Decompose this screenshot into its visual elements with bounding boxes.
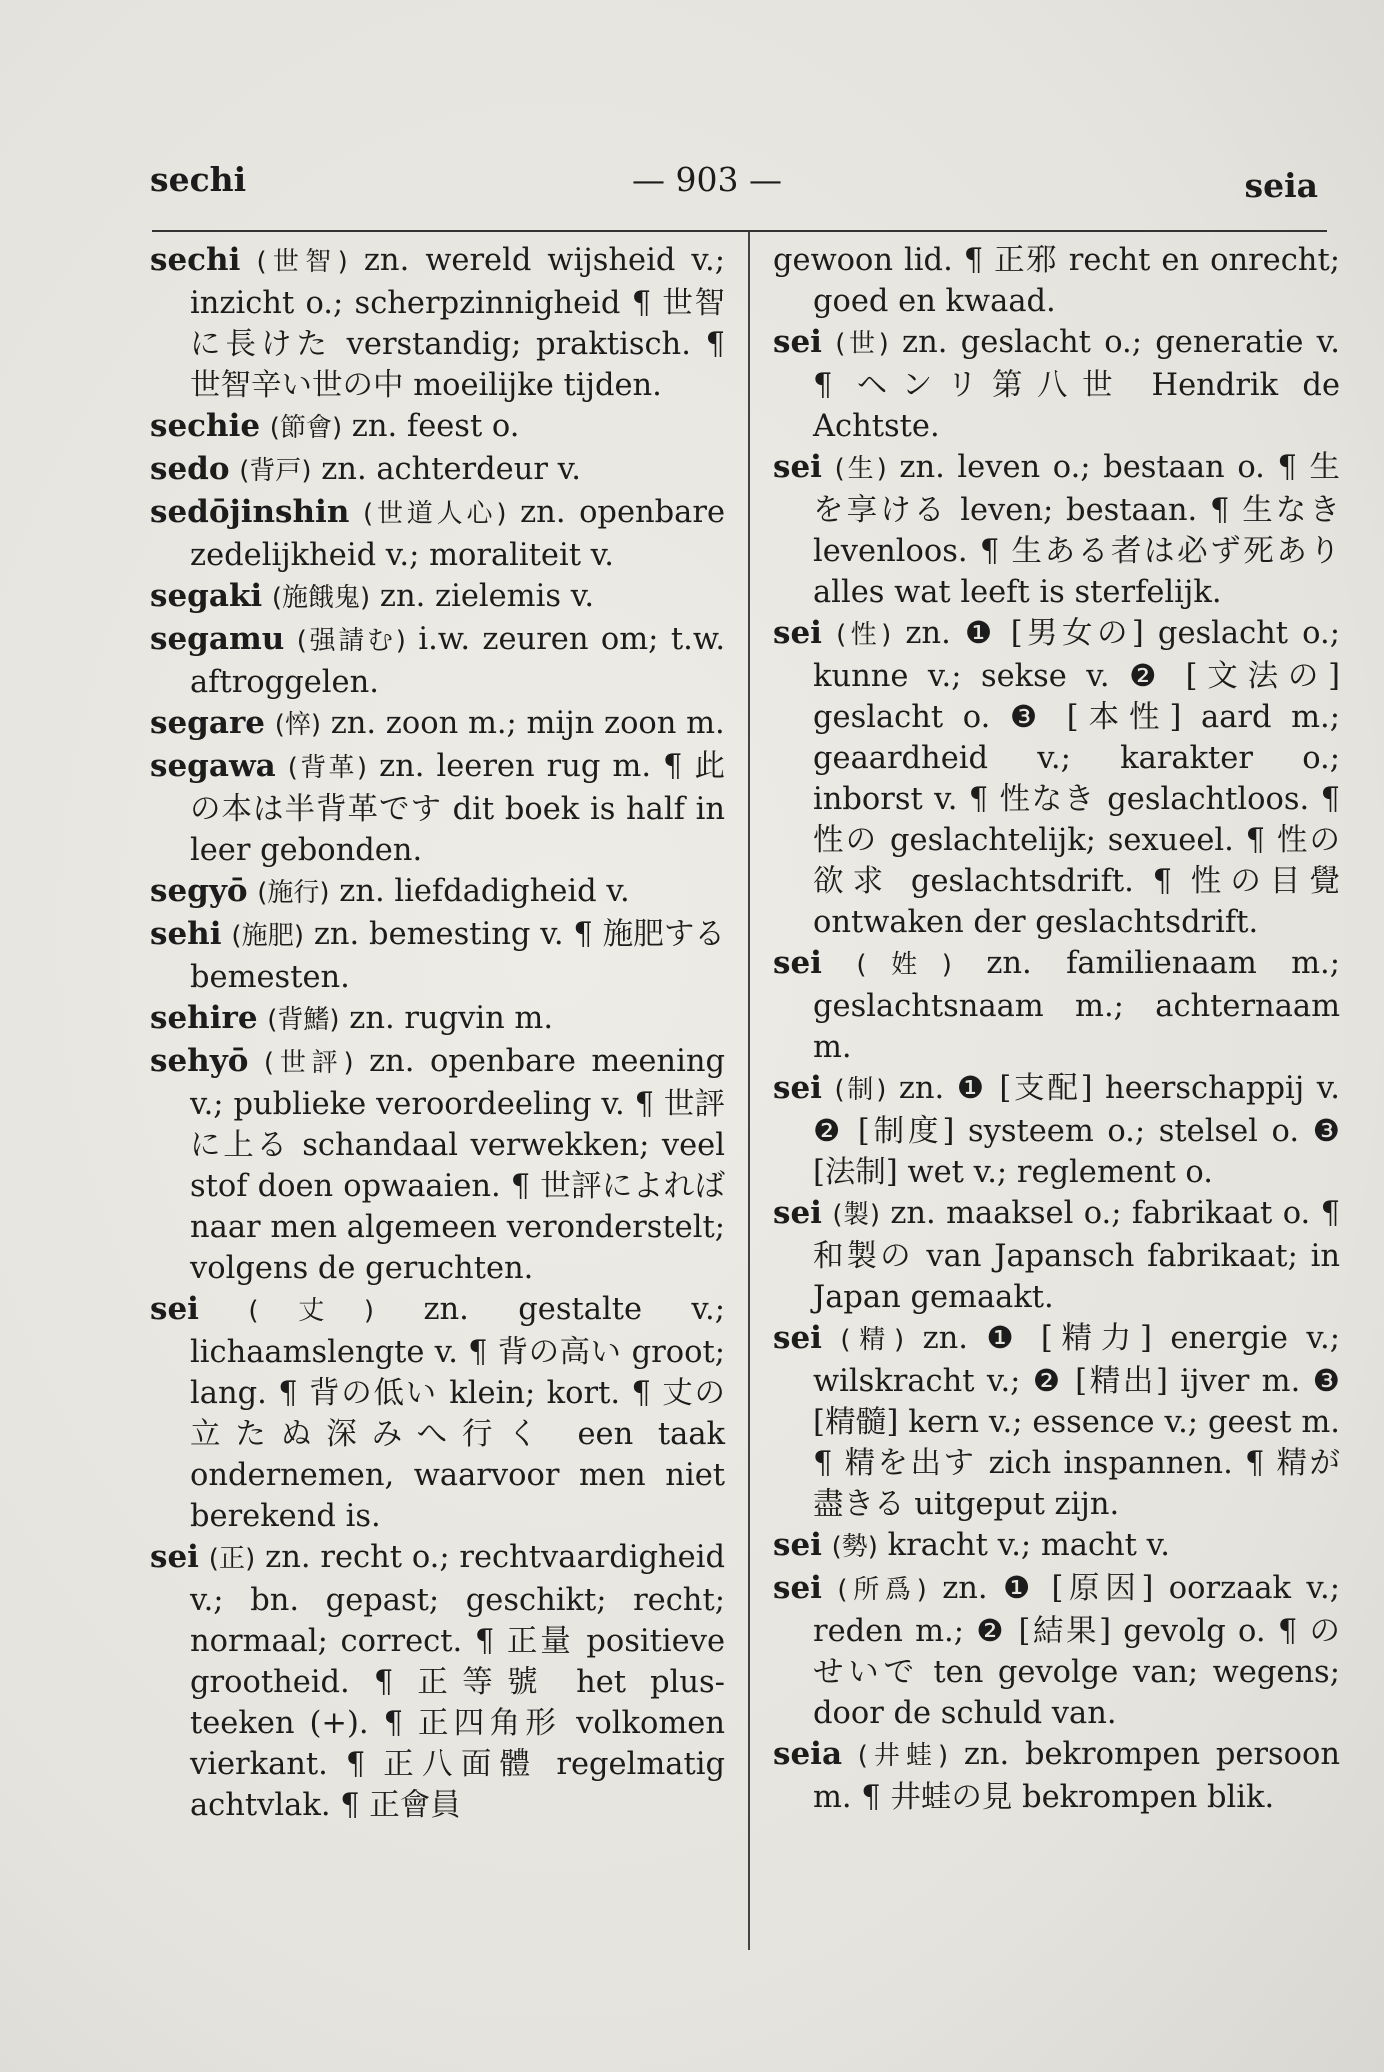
entry-kanji: (世道人心) bbox=[362, 499, 507, 529]
entry-definition: zn. openbare meening v.; publieke veroordeeling v. ¶ 世評に上る schandaal verwekken; veel stof doen opwaaien. ¶ 世評によれば naar men algemeen veronderstelt; volgens de geruchten. bbox=[190, 1044, 725, 1286]
entry-kanji: (强請む) bbox=[296, 626, 406, 656]
dictionary-entry bbox=[773, 322, 1340, 447]
entry-kanji: (姓) bbox=[856, 950, 952, 980]
entry-definition: i.w. zeuren om; t.w. aftroggelen. bbox=[190, 622, 726, 700]
entry-headword: sei bbox=[773, 324, 822, 360]
entry-kanji: (正) bbox=[208, 1544, 256, 1574]
dictionary-entry bbox=[150, 871, 725, 914]
entry-headword: seia bbox=[773, 1736, 843, 1772]
entry-headword: sei bbox=[773, 945, 822, 981]
entry-definition: zn. recht o.; rechtvaardigheid v.; bn. gepast; geschikt; recht; normaal; correct. ¶ 正量 positieve grootheid. ¶ 正等號 het plus-teeken (+). ¶ 正四角形 volkomen vierkant. ¶ 正八面體 regelmatig achtvlak. ¶ 正會員 bbox=[190, 1540, 725, 1823]
entry-definition: zn. geslacht o.; generatie v. ¶ ヘンリ第八世 Hendrik de Achtste. bbox=[813, 325, 1340, 444]
dictionary-entry bbox=[150, 703, 725, 746]
entry-headword: sehyō bbox=[150, 1043, 249, 1079]
entry-kanji: (背戸) bbox=[239, 456, 312, 486]
entry-kanji: (生) bbox=[834, 454, 887, 484]
entry-kanji: (世智) bbox=[256, 247, 348, 277]
entry-headword: segawa bbox=[150, 748, 276, 784]
page-header bbox=[150, 160, 1324, 210]
entry-kanji: (背革) bbox=[287, 753, 368, 783]
entry-headword: sei bbox=[773, 1070, 822, 1106]
entry-headword: sehire bbox=[150, 1000, 258, 1036]
entry-headword: segare bbox=[150, 705, 265, 741]
entry-definition: zn. zoon m.; mijn zoon m. bbox=[330, 706, 725, 741]
entry-kanji: (世評) bbox=[263, 1048, 354, 1078]
entry-headword: segyō bbox=[150, 873, 248, 909]
entry-kanji: (施肥) bbox=[231, 921, 304, 951]
dictionary-entry bbox=[150, 449, 725, 492]
entry-definition: zn. wereld wijsheid v.; inzicht o.; scherpzinnigheid ¶ 世智に長けた verstandig; praktisch. ¶ 世智辛い世の中 moeilijke tijden. bbox=[190, 243, 726, 403]
entry-kanji: (性) bbox=[836, 620, 892, 650]
entry-headword: sei bbox=[773, 1570, 822, 1606]
entry-definition: zn. bemesting v. ¶ 施肥する bemesten. bbox=[190, 917, 725, 995]
header-first-headword: sechi bbox=[150, 160, 247, 199]
header-last-headword: seia bbox=[1244, 166, 1318, 205]
entry-kanji: (世) bbox=[835, 329, 889, 359]
entry-headword: sei bbox=[150, 1539, 199, 1575]
dictionary-entry bbox=[773, 943, 1340, 1068]
entry-definition: zn. leeren rug m. ¶ 此の本は半背革です dit boek is half in leer gebonden. bbox=[190, 749, 725, 868]
dictionary-entry bbox=[150, 914, 725, 998]
dictionary-entry bbox=[773, 1734, 1340, 1818]
entry-definition: zn. liefdadigheid v. bbox=[339, 874, 630, 909]
entry-definition: zn. bekrompen persoon m. ¶ 井蛙の見 bekrompen blik. bbox=[813, 1737, 1340, 1815]
dictionary-entry bbox=[773, 1568, 1340, 1734]
entry-headword: sechi bbox=[150, 242, 241, 278]
entry-kanji: (施行) bbox=[257, 878, 330, 908]
dictionary-entry bbox=[150, 1289, 725, 1537]
dictionary-entry bbox=[773, 447, 1340, 613]
dictionary-entry bbox=[773, 1525, 1340, 1568]
entry-headword: sedo bbox=[150, 451, 230, 487]
entry-headword: sei bbox=[773, 615, 822, 651]
entry-kanji: (背鰭) bbox=[267, 1005, 340, 1035]
entry-definition: zn. achterdeur v. bbox=[321, 452, 581, 487]
entry-kanji: (節會) bbox=[269, 413, 343, 443]
dictionary-entry bbox=[150, 619, 725, 703]
dictionary-entry bbox=[150, 406, 725, 449]
entry-kanji: (悴) bbox=[274, 710, 321, 740]
entry-headword: segaki bbox=[150, 578, 263, 614]
entry-headword: segamu bbox=[150, 621, 285, 657]
entry-definition: gewoon lid. ¶ 正邪 recht en onrecht; goed en kwaad. bbox=[773, 243, 1340, 319]
dictionary-entry bbox=[150, 998, 725, 1041]
entry-headword: sei bbox=[773, 1527, 822, 1563]
dictionary-entry bbox=[773, 1318, 1340, 1525]
entry-definition: zn. openbare zedelijkheid v.; moraliteit v. bbox=[190, 495, 725, 573]
entry-headword: sehi bbox=[150, 916, 222, 952]
dictionary-entry bbox=[150, 1537, 725, 1826]
entry-headword: sechie bbox=[150, 408, 261, 444]
right-column bbox=[773, 240, 1340, 1818]
dictionary-entry bbox=[150, 1041, 725, 1289]
entry-definition: zn. ❶ [男女の] geslacht o.; kunne v.; sekse v. ❷ [文法の] geslacht o. ❸ [本性] aard m.; geaardheid v.; karakter o.; inborst v. ¶ 性なき geslachtloos. ¶ 性の geslachtelijk; sexueel. ¶ 性の欲求 geslachtsdrift. ¶ 性の目覺 ontwaken der geslachtsdrift. bbox=[813, 616, 1340, 940]
dictionary-entry bbox=[150, 746, 725, 871]
dictionary-entry bbox=[773, 1193, 1340, 1318]
entry-definition: zn. maaksel o.; fabrikaat o. ¶ 和製の van Japansch fabrikaat; in Japan gemaakt. bbox=[813, 1196, 1340, 1315]
entry-kanji: (制) bbox=[834, 1075, 887, 1105]
entry-headword: sei bbox=[773, 1195, 822, 1231]
entry-kanji: (精) bbox=[840, 1325, 905, 1355]
page-number: — 903 — bbox=[632, 160, 782, 199]
entry-definition: kracht v.; macht v. bbox=[887, 1528, 1170, 1563]
entry-definition: zn. leven o.; bestaan o. ¶ 生を享ける leven; bestaan. ¶ 生なき levenloos. ¶ 生ある者は必ず死あり alles wat leeft is sterfelijk. bbox=[813, 450, 1341, 610]
entry-kanji: (丈) bbox=[248, 1296, 375, 1326]
column-divider bbox=[748, 232, 750, 1950]
header-rule bbox=[152, 230, 1327, 232]
entry-headword: sedōjinshin bbox=[150, 494, 350, 530]
entry-kanji: (所爲) bbox=[837, 1575, 927, 1605]
entry-definition: zn. ❶ [原因] oorzaak v.; reden m.; ❷ [結果] gevolg o. ¶ のせいで ten gevolge van; wegens; door de schuld van. bbox=[813, 1571, 1340, 1731]
dictionary-entry bbox=[150, 492, 725, 576]
entry-headword: sei bbox=[773, 449, 822, 485]
entry-kanji: (勢) bbox=[831, 1532, 878, 1562]
entry-kanji: (井蛙) bbox=[857, 1741, 949, 1771]
dictionary-entry bbox=[150, 240, 725, 406]
dictionary-entry bbox=[150, 576, 725, 619]
entry-definition: zn. feest o. bbox=[351, 409, 520, 444]
entry-definition: zn. rugvin m. bbox=[349, 1001, 554, 1036]
left-column bbox=[150, 240, 725, 1826]
dictionary-entry bbox=[773, 1068, 1340, 1193]
entry-kanji: (施餓鬼) bbox=[271, 583, 371, 613]
entry-kanji: (製) bbox=[832, 1200, 880, 1230]
dictionary-entry bbox=[773, 240, 1340, 322]
entry-definition: zn. familienaam m.; geslachtsnaam m.; achternaam m. bbox=[813, 946, 1340, 1065]
entry-headword: sei bbox=[773, 1320, 822, 1356]
entry-definition: zn. gestalte v.; lichaamslengte v. ¶ 背の高い groot; lang. ¶ 背の低い klein; kort. ¶ 丈の立たぬ深みへ行く een taak ondernemen, waarvoor men niet berekend is. bbox=[190, 1292, 725, 1534]
entry-definition: zn. ❶ [支配] heerschappij v. ❷ [制度] systeem o.; stelsel o. ❸ [法制] wet v.; reglement o. bbox=[813, 1071, 1340, 1190]
dictionary-entry bbox=[773, 613, 1340, 943]
entry-definition: zn. ❶ [精力] energie v.; wilskracht v.; ❷ [精出] ijver m. ❸ [精髓] kern v.; essence v.; geest m. ¶ 精を出す zich inspannen. ¶ 精が盡きる uitgeput zijn. bbox=[813, 1321, 1340, 1522]
entry-definition: zn. zielemis v. bbox=[379, 579, 595, 614]
entry-headword: sei bbox=[150, 1291, 199, 1327]
